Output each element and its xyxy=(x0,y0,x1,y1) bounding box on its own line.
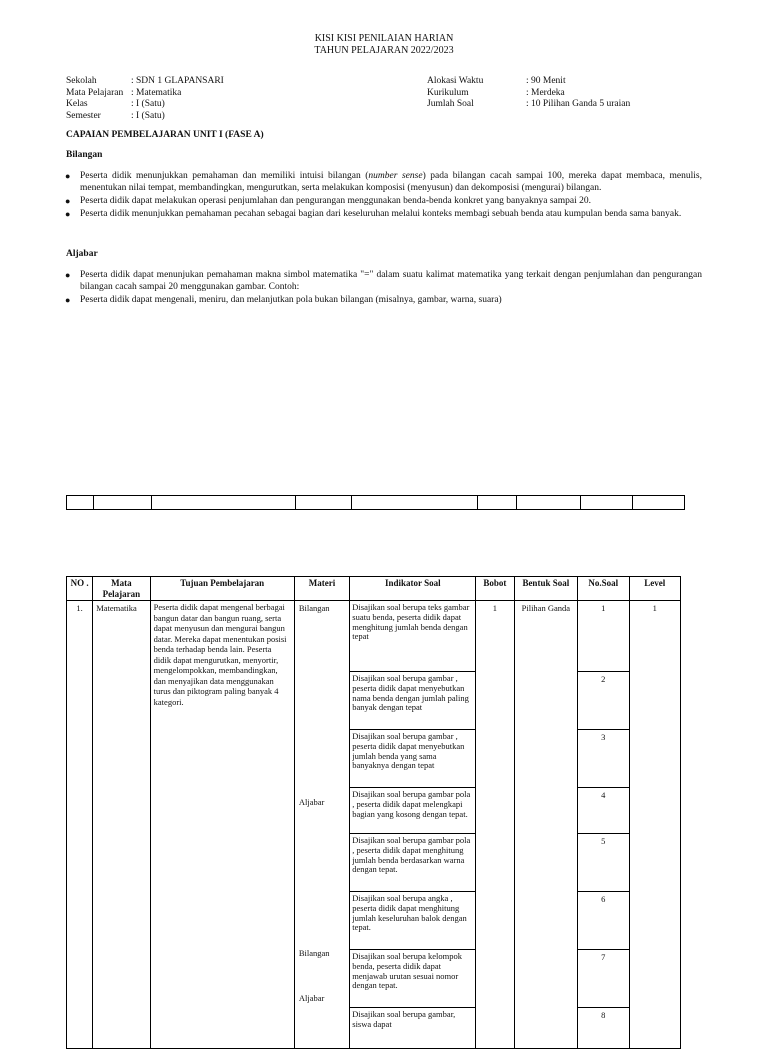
nosoal-item: 4 xyxy=(578,788,628,834)
cell-tujuan: Peserta didik dapat mengenal berbagai bangun datar dan bangun ruang, serta dapat menyusun dan mengurai bangun datar. Mereka dapat menentukan posisi benda terhadap benda lain. Peserta didik dapat mengurutkan, menyortir, mengelompokkan, membandingkan, dan menyajikan data menggunakan turus dan piktogram paling banyak 4 kategori. xyxy=(150,601,294,1049)
header-mapel: Mata Pelajaran xyxy=(93,577,150,601)
nosoal-item: 6 xyxy=(578,892,628,950)
empty-grid-row xyxy=(66,495,685,510)
bullet-icon: ● xyxy=(65,209,71,219)
cell-mapel: Matematika xyxy=(93,601,150,1049)
header-tujuan: Tujuan Pembelajaran xyxy=(150,577,294,601)
materi-aljabar: Aljabar xyxy=(298,797,325,807)
indikator-item: Disajikan soal berupa angka , peserta didik dapat menghitung jumlah keseluruhan balok dengan tepat. xyxy=(350,892,475,950)
kisi-kisi-table xyxy=(66,576,681,1049)
table-row xyxy=(67,601,681,1049)
bilangan-list xyxy=(65,170,702,221)
nosoal-item: 1 xyxy=(578,601,628,672)
header-level: Level xyxy=(629,577,681,601)
aljabar-heading: Aljabar xyxy=(66,249,98,259)
nosoal-item: 7 xyxy=(578,950,628,1008)
cell-indikator xyxy=(350,601,476,1049)
list-item: ● Peserta didik menunjukkan pemahaman pecahan sebagai bagian dari keseluruhan melalui konteks membagi sebuah benda atau kumpulan benda sama banyak. xyxy=(65,209,682,219)
list-item: ● Peserta didik menunjukkan pemahaman dan memiliki intuisi bilangan (number sense) pada bilangan cacah sampai 100, mereka dapat membaca, menulis, menentukan nilai tempat, membandingkan, mengurutkan, serta melakukan komposisi (menyusun) dan dekomposisi (mengurai) bilangan. xyxy=(65,171,702,193)
bullet-icon: ● xyxy=(65,270,71,280)
cell-level: 1 xyxy=(629,601,681,1049)
materi-aljabar-2: Aljabar xyxy=(298,993,325,1003)
indikator-item: Disajikan soal berupa gambar , peserta didik dapat menyebutkan jumlah benda yang sama banyaknya dengan tepat xyxy=(350,730,475,788)
nosoal-item: 8 xyxy=(601,1010,606,1020)
header-nosoal: No.Soal xyxy=(578,577,629,601)
list-item: ● Peserta didik dapat mengenali, meniru, dan melanjutkan pola bukan bilangan (misalnya, gambar, warna, suara) xyxy=(65,295,502,305)
header-no: NO . xyxy=(67,577,93,601)
materi-bilangan-2: Bilangan xyxy=(298,948,330,958)
nosoal-item: 3 xyxy=(578,730,628,788)
indikator-item: Disajikan soal berupa teks gambar suatu benda, peserta didik dapat menghitung jumlah benda dengan tepat xyxy=(350,601,475,672)
indikator-item: Disajikan soal berupa kelompok benda, peserta didik dapat menjawab urutan sesuai nomor dengan tepat. xyxy=(350,950,475,1008)
cell-bentuk: Pilihan Ganda xyxy=(514,601,578,1049)
header-indikator: Indikator Soal xyxy=(350,577,476,601)
bullet-icon: ● xyxy=(65,171,71,181)
cell-materi xyxy=(294,601,349,1049)
cell-nosoal xyxy=(578,601,629,1049)
header-materi: Materi xyxy=(294,577,349,601)
cell-bobot: 1 xyxy=(476,601,514,1049)
document-title: KISI KISI PENILAIAN HARIAN xyxy=(314,33,454,44)
indikator-item: Disajikan soal berupa gambar pola , peserta didik dapat melengkapi bagian yang kosong dengan tepat. xyxy=(350,788,475,834)
list-item: ● Peserta didik dapat menunjukan pemahaman makna simbol matematika "=" dalam suatu kalimat matematika yang terkait dengan penjumlahan dan pengurangan bilangan cacah sampai 20 menggunakan gambar. Contoh: xyxy=(65,270,702,292)
materi-bilangan: Bilangan xyxy=(298,603,330,613)
info-left: Sekolah : SDN 1 GLAPANSARI Mata Pelajaran : Matematika Kelas : I (Satu) Semester : I (Satu) xyxy=(66,76,224,121)
aljabar-list xyxy=(65,269,702,307)
document-subtitle: TAHUN PELAJARAN 2022/2023 xyxy=(314,45,454,56)
info-right: Alokasi Waktu : 90 Menit Kurikulum : Merdeka Jumlah Soal : 10 Pilihan Ganda 5 uraian xyxy=(427,76,631,109)
bullet-icon: ● xyxy=(65,196,71,206)
header-bobot: Bobot xyxy=(476,577,514,601)
capaian-heading: CAPAIAN PEMBELAJARAN UNIT I (FASE A) xyxy=(66,130,264,140)
indikator-item: Disajikan soal berupa gambar pola , peserta didik dapat menghitung jumlah benda berdasarkan warna dengan tepat. xyxy=(350,834,475,892)
header-bentuk: Bentuk Soal xyxy=(514,577,578,601)
indikator-item: Disajikan soal berupa gambar, siswa dapat xyxy=(352,1009,456,1029)
indikator-item: Disajikan soal berupa gambar , peserta didik dapat menyebutkan nama benda dengan jumlah paling banyak dengan tepat xyxy=(350,672,475,730)
bullet-icon: ● xyxy=(65,295,71,305)
list-item: ● Peserta didik dapat melakukan operasi penjumlahan dan pengurangan menggunakan benda-benda konkret yang banyaknya sampai 20. xyxy=(65,196,591,206)
nosoal-item: 2 xyxy=(578,672,628,730)
table-header-row xyxy=(67,577,681,601)
nosoal-item: 5 xyxy=(578,834,628,892)
cell-no: 1. xyxy=(67,601,93,1049)
bilangan-heading: Bilangan xyxy=(66,150,103,160)
